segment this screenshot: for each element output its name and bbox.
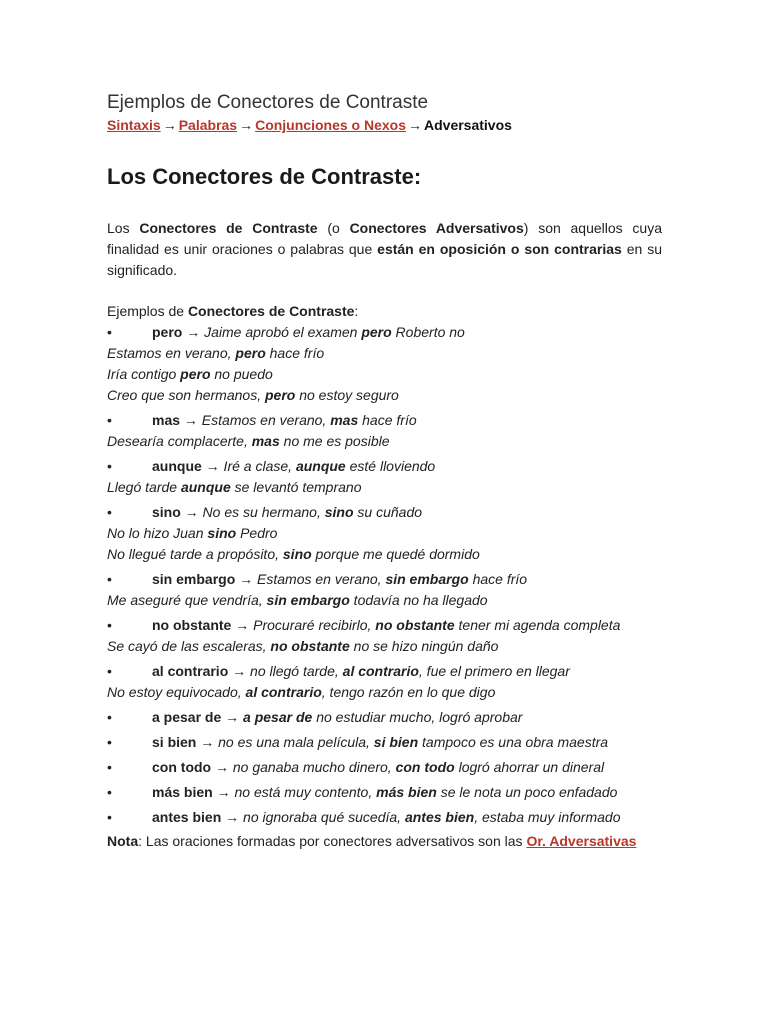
breadcrumb-arrow: → bbox=[239, 117, 254, 133]
intro-paragraph bbox=[107, 218, 662, 281]
example-text: Creo que son hermanos, bbox=[107, 387, 265, 403]
list-item bbox=[107, 757, 662, 778]
example-bold: aunque bbox=[295, 458, 346, 474]
arrow: → bbox=[200, 734, 215, 750]
example-bold: con todo bbox=[395, 759, 455, 775]
example-text: no ignoraba qué sucedía, bbox=[239, 809, 405, 825]
intro-text: en su significado. bbox=[107, 241, 663, 278]
bullet-icon: • bbox=[107, 324, 112, 340]
examples-title-suffix: : bbox=[354, 303, 359, 319]
example-text: Jaime aprobó el examen bbox=[200, 324, 362, 340]
connector-term: sin embargo bbox=[152, 571, 236, 587]
list-item bbox=[107, 410, 662, 431]
arrow: → bbox=[215, 759, 229, 775]
bullet-icon: • bbox=[107, 458, 112, 474]
example-text: No estoy equivocado, bbox=[107, 684, 246, 700]
arrow: → bbox=[184, 504, 199, 520]
document-title: Ejemplos de Conectores de Contraste bbox=[107, 92, 429, 113]
connector-list bbox=[107, 322, 662, 828]
example-text: no está muy contento, bbox=[230, 784, 377, 800]
note bbox=[107, 831, 662, 852]
example-text: todavía no ha llegado bbox=[349, 592, 488, 608]
breadcrumb-current: Adversativos bbox=[424, 117, 512, 133]
example-bold: mas bbox=[251, 433, 280, 449]
example-bold: sino bbox=[324, 504, 354, 520]
arrow: → bbox=[225, 709, 240, 725]
connector-item bbox=[107, 615, 662, 657]
example-bold: si bien bbox=[373, 734, 419, 750]
example-bold: no obstante bbox=[270, 638, 350, 654]
arrow: → bbox=[239, 571, 254, 587]
connector-term: mas bbox=[152, 412, 181, 428]
breadcrumb-link-conjunciones[interactable]: Conjunciones o Nexos bbox=[255, 117, 406, 133]
example-text: No lo hizo Juan bbox=[107, 525, 208, 541]
example-text: no estudiar mucho, logró aprobar bbox=[312, 709, 523, 725]
bullet-icon: • bbox=[107, 571, 112, 587]
connector-item bbox=[107, 322, 662, 406]
example-bold: a pesar de bbox=[243, 709, 313, 725]
example-sentence bbox=[107, 682, 662, 703]
intro-text: ) son aquellos cuya finalidad es unir oraciones o palabras que bbox=[107, 220, 663, 257]
connector-item bbox=[107, 661, 662, 703]
intro-bold: Conectores Adversativos bbox=[349, 220, 524, 236]
example-text: porque me quedé dormido bbox=[311, 546, 480, 562]
example-text: Iría contigo bbox=[107, 366, 181, 382]
example-bold: pero bbox=[235, 345, 266, 361]
example-text: , tengo razón en lo que digo bbox=[321, 684, 496, 700]
list-item bbox=[107, 456, 662, 477]
connector-item bbox=[107, 782, 662, 803]
list-item bbox=[107, 782, 662, 803]
example-text: esté lloviendo bbox=[345, 458, 436, 474]
bullet-icon: • bbox=[107, 734, 112, 750]
intro-text: (o bbox=[317, 220, 350, 236]
arrow: → bbox=[183, 412, 198, 428]
example-sentence bbox=[107, 385, 662, 406]
connector-term: al contrario bbox=[152, 663, 229, 679]
example-text: no puedo bbox=[210, 366, 273, 382]
example-bold: pero bbox=[264, 387, 296, 403]
example-text: Procuraré recibirlo, bbox=[249, 617, 376, 633]
list-item bbox=[107, 707, 662, 728]
list-item bbox=[107, 807, 662, 828]
example-bold: sino bbox=[207, 525, 237, 541]
connector-term: pero bbox=[152, 324, 183, 340]
example-bold: al contrario bbox=[342, 663, 419, 679]
section-heading: Los Conectores de Contraste: bbox=[107, 164, 422, 189]
example-bold: aunque bbox=[180, 479, 231, 495]
example-text: Pedro bbox=[236, 525, 278, 541]
connector-term: no obstante bbox=[152, 617, 232, 633]
example-text: tampoco es una obra maestra bbox=[418, 734, 609, 750]
example-text: no me es posible bbox=[279, 433, 390, 449]
connector-item bbox=[107, 707, 662, 728]
breadcrumb-arrow: → bbox=[162, 117, 177, 133]
example-text: Iré a clase, bbox=[219, 458, 296, 474]
list-item bbox=[107, 322, 662, 343]
connector-term: aunque bbox=[152, 458, 202, 474]
connector-item bbox=[107, 502, 662, 565]
list-item bbox=[107, 661, 662, 682]
bullet-icon: • bbox=[107, 784, 112, 800]
example-text: no llegó tarde, bbox=[246, 663, 343, 679]
example-sentence bbox=[107, 523, 662, 544]
arrow: → bbox=[216, 784, 231, 800]
example-text: su cuñado bbox=[353, 504, 423, 520]
example-bold: no obstante bbox=[375, 617, 455, 633]
connector-item bbox=[107, 732, 662, 753]
example-bold: pero bbox=[180, 366, 211, 382]
example-bold: sin embargo bbox=[385, 571, 469, 587]
connector-item bbox=[107, 807, 662, 828]
bullet-icon: • bbox=[107, 663, 112, 679]
example-text: No es su hermano, bbox=[198, 504, 325, 520]
example-text: no se hizo ningún daño bbox=[349, 638, 499, 654]
example-bold: pero bbox=[361, 324, 392, 340]
example-bold: sino bbox=[282, 546, 312, 562]
note-label: Nota bbox=[107, 833, 139, 849]
example-text: hace frío bbox=[468, 571, 528, 587]
example-bold: antes bien bbox=[404, 809, 475, 825]
intro-bold: Conectores de Contraste bbox=[139, 220, 318, 236]
list-item bbox=[107, 615, 662, 636]
breadcrumb-link-palabras[interactable]: Palabras bbox=[178, 117, 238, 133]
intro-text: Los bbox=[107, 220, 140, 236]
note-link-or-adversativas[interactable]: Or. Adversativas bbox=[526, 833, 637, 849]
example-text: Llegó tarde bbox=[107, 479, 181, 495]
example-text: Desearía complacerte, bbox=[107, 433, 252, 449]
examples-title-bold: Conectores de Contraste bbox=[187, 303, 355, 319]
example-text: no estoy seguro bbox=[295, 387, 399, 403]
example-bold: sin embargo bbox=[266, 592, 350, 608]
example-sentence bbox=[107, 343, 662, 364]
examples-title-prefix: Ejemplos de bbox=[107, 303, 188, 319]
example-bold: al contrario bbox=[245, 684, 322, 700]
bullet-icon: • bbox=[107, 504, 112, 520]
connector-item bbox=[107, 410, 662, 452]
example-sentence bbox=[107, 364, 662, 385]
example-text: , estaba muy informado bbox=[474, 809, 621, 825]
bullet-icon: • bbox=[107, 412, 112, 428]
example-text: No llegué tarde a propósito, bbox=[107, 546, 283, 562]
example-sentence bbox=[107, 431, 662, 452]
arrow: → bbox=[186, 324, 201, 340]
note-text: : Las oraciones formadas por conectores adversativos son las bbox=[138, 833, 527, 849]
example-text: Estamos en verano, bbox=[197, 412, 331, 428]
arrow: → bbox=[205, 458, 220, 474]
example-text: Me aseguré que vendría, bbox=[107, 592, 267, 608]
bullet-icon: • bbox=[107, 759, 112, 775]
example-text: se le nota un poco enfadado bbox=[436, 784, 618, 800]
document-page bbox=[107, 90, 662, 866]
list-item bbox=[107, 502, 662, 523]
example-text: Se cayó de las escaleras, bbox=[107, 638, 271, 654]
list-item bbox=[107, 732, 662, 753]
list-item bbox=[107, 569, 662, 590]
connector-term: con todo bbox=[152, 759, 212, 775]
bullet-icon: • bbox=[107, 809, 112, 825]
example-sentence bbox=[107, 477, 662, 498]
examples-title bbox=[107, 301, 662, 322]
intro-bold: están en oposición o son contrarias bbox=[377, 241, 622, 257]
bullet-icon: • bbox=[107, 617, 112, 633]
bullet-icon: • bbox=[107, 709, 112, 725]
example-sentence bbox=[107, 590, 662, 611]
connector-term: sino bbox=[152, 504, 181, 520]
example-text: Estamos en verano, bbox=[253, 571, 386, 587]
connector-item bbox=[107, 757, 662, 778]
example-text: no es una mala película, bbox=[214, 734, 374, 750]
example-bold: más bien bbox=[376, 784, 437, 800]
arrow: → bbox=[235, 617, 250, 633]
breadcrumb-arrow: → bbox=[408, 117, 422, 133]
example-text: Roberto no bbox=[391, 324, 465, 340]
connector-term: antes bien bbox=[152, 809, 222, 825]
example-text: tener mi agenda completa bbox=[454, 617, 621, 633]
connector-item bbox=[107, 456, 662, 498]
example-text: no ganaba mucho dinero, bbox=[229, 759, 396, 775]
breadcrumb bbox=[107, 116, 662, 134]
example-text: hace frío bbox=[265, 345, 325, 361]
example-bold: mas bbox=[330, 412, 359, 428]
connector-term: si bien bbox=[152, 734, 197, 750]
arrow: → bbox=[232, 663, 247, 679]
example-text: , fue el primero en llegar bbox=[418, 663, 570, 679]
example-text: hace frío bbox=[358, 412, 417, 428]
arrow: → bbox=[225, 809, 240, 825]
connector-item bbox=[107, 569, 662, 611]
example-text: se levantó temprano bbox=[230, 479, 362, 495]
example-text: logró ahorrar un dineral bbox=[454, 759, 605, 775]
breadcrumb-link-sintaxis[interactable]: Sintaxis bbox=[107, 117, 161, 133]
connector-term: a pesar de bbox=[152, 709, 222, 725]
connector-term: más bien bbox=[152, 784, 213, 800]
example-sentence bbox=[107, 544, 662, 565]
example-text: Estamos en verano, bbox=[107, 345, 236, 361]
example-sentence bbox=[107, 636, 662, 657]
